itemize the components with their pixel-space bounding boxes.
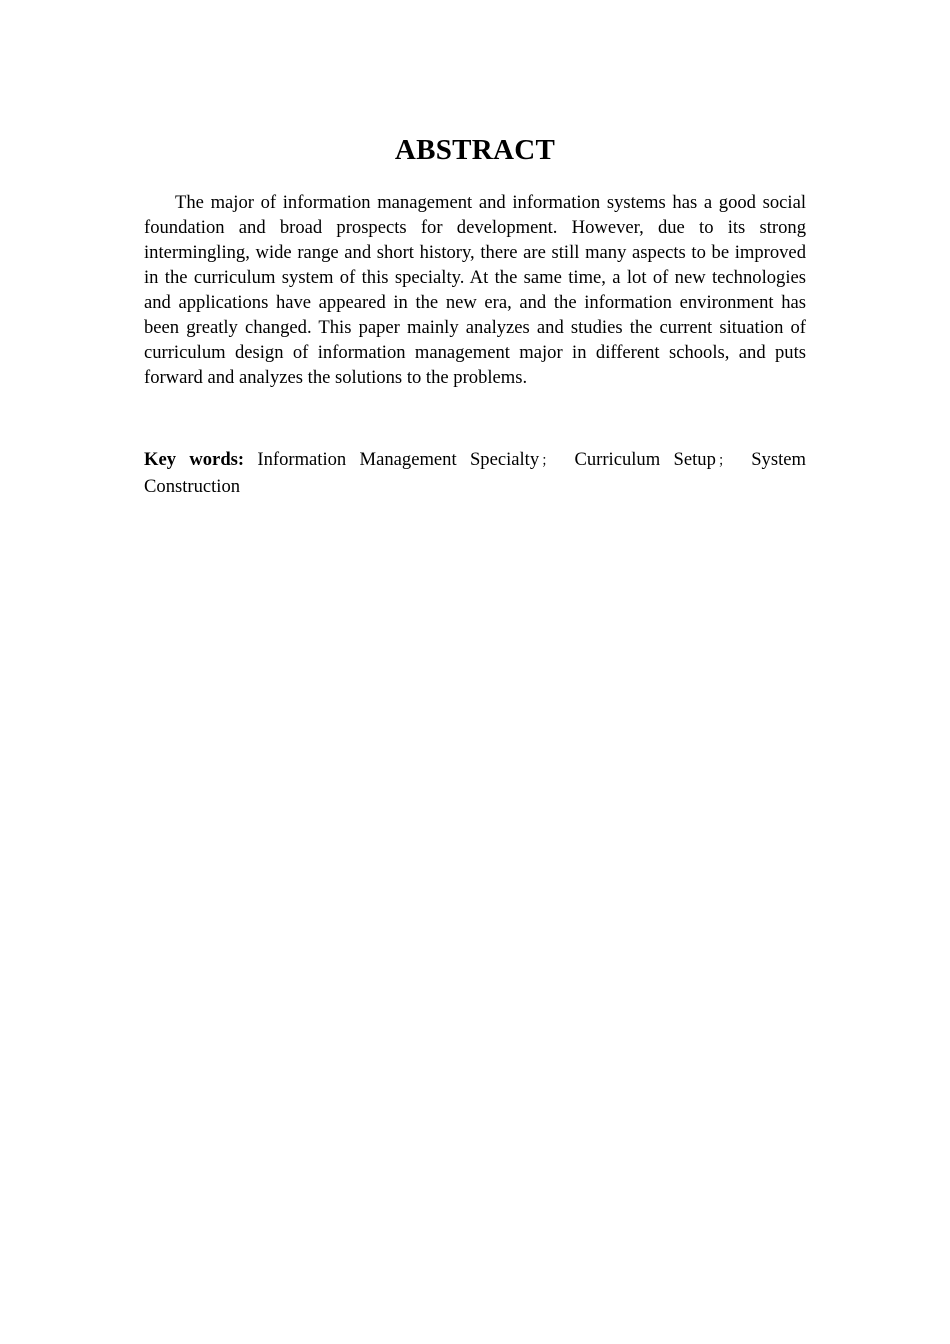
abstract-paragraph: The major of information management and information systems has a good social foundation and broad prospects for development. However, due to its strong intermingling, wide range and short history, there are still many aspects to be improved in the curriculum system of this specialty. At the same time, a lot of new technologies and applications have appeared in the new era, and the information environment has been greatly changed. This paper mainly analyzes and studies the current situation of curriculum design of information management major in different schools, and puts forward and analyzes the solutions to the problems. xyxy=(144,192,806,388)
keyword-separator: ； xyxy=(717,453,732,469)
keyword-1: Information Management Specialty xyxy=(257,449,540,470)
keyword-separator: ； xyxy=(541,453,556,469)
abstract-title: ABSTRACT xyxy=(394,134,556,166)
keywords-line xyxy=(144,447,806,499)
keyword-3: System Construction xyxy=(144,449,806,497)
abstract-section xyxy=(144,128,806,499)
keyword-2: Curriculum Setup xyxy=(574,449,716,470)
keywords-label: Key words: xyxy=(144,449,245,470)
